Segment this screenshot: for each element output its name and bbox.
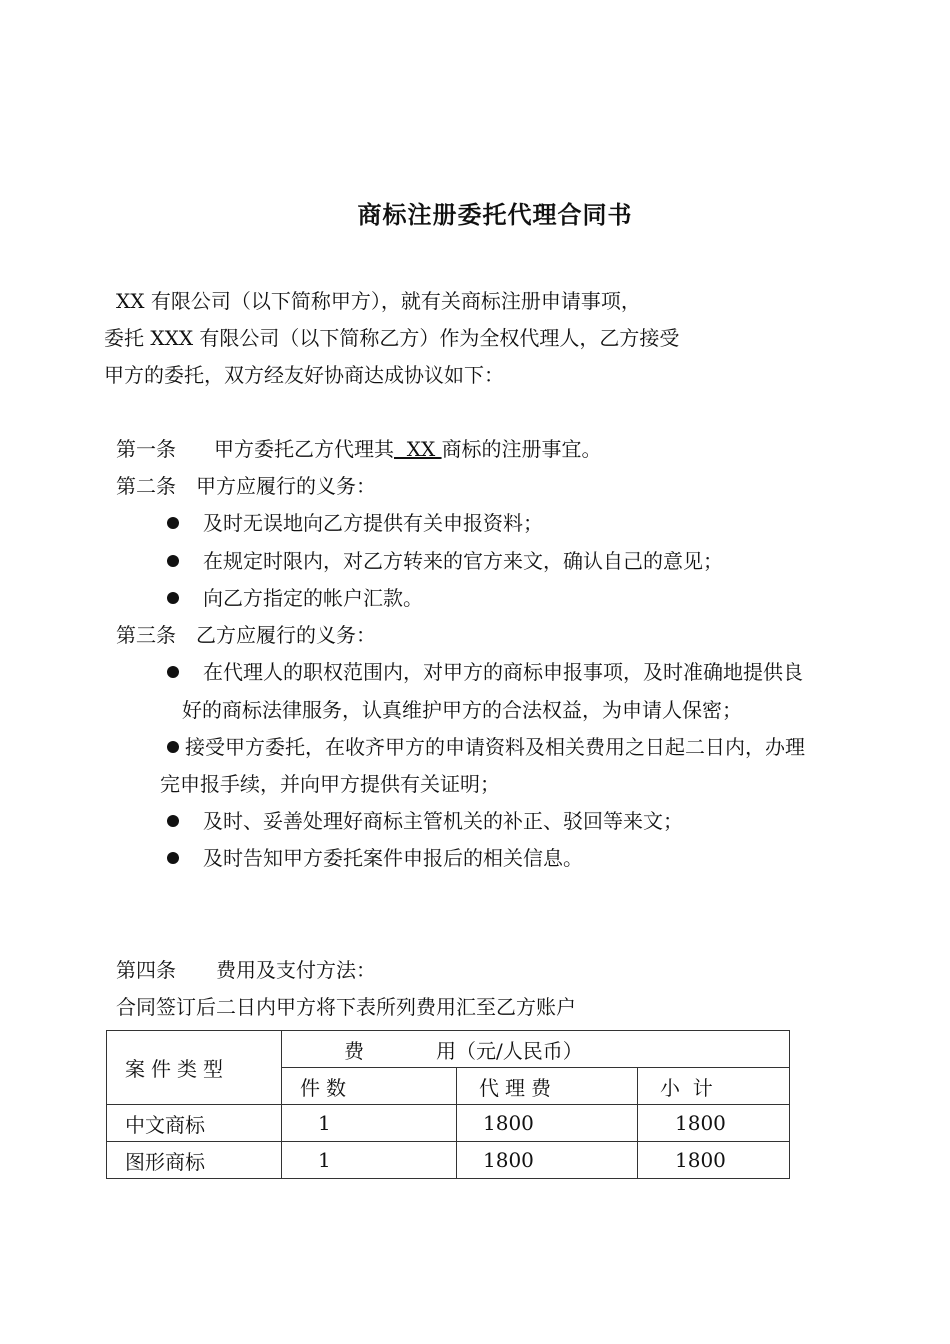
article-3-item-1: 在代理人的职权范围内，对甲方的商标申报事项，及时准确地提供良: [167, 659, 803, 685]
article-2-heading: [116, 473, 376, 499]
article-4-heading: [116, 957, 376, 983]
cell-count: 1: [282, 1142, 457, 1179]
cell-total: 1800: [638, 1142, 790, 1179]
col-header-agency-fee: 代理费: [457, 1068, 638, 1105]
bullet-icon: [167, 852, 179, 864]
article-3-title: 乙方应履行的义务：: [196, 623, 376, 647]
col-header-count: 件数: [282, 1068, 457, 1105]
table-row: [107, 1105, 790, 1142]
col-header-case-type: 案件类型: [107, 1031, 282, 1105]
bullet-icon: [167, 517, 179, 529]
document-title: 商标注册委托代理合同书: [357, 200, 633, 229]
article-3-item-2-cont: 完申报手续，并向甲方提供有关证明；: [160, 772, 500, 796]
article-2-item-3: 向乙方指定的帐户汇款。: [167, 585, 423, 611]
article-3-item-1-cont: 好的商标法律服务，认真维护甲方的合法权益，为申请人保密；: [182, 698, 742, 722]
table-row: [107, 1142, 790, 1179]
article-4-title: 费用及支付方法：: [216, 958, 376, 982]
article-1: [116, 436, 602, 462]
cell-fee: 1800: [457, 1142, 638, 1179]
col-header-subtotal: 小 计: [638, 1068, 790, 1105]
bullet-icon: [167, 815, 179, 827]
article-3-item-4: 及时告知甲方委托案件申报后的相关信息。: [167, 845, 583, 871]
article-1-trademark: XX: [394, 437, 442, 461]
article-3-item-3: 及时、妥善处理好商标主管机关的补正、驳回等来文；: [167, 808, 683, 834]
article-2-item-2: 在规定时限内，对乙方转来的官方来文，确认自己的意见；: [167, 548, 723, 574]
intro-line-3: 甲方的委托，双方经友好协商达成协议如下：: [104, 363, 504, 387]
bullet-icon: [167, 666, 179, 678]
article-1-text: 甲方委托乙方代理其: [214, 437, 394, 461]
intro-line-2: 委托 XXX 有限公司（以下简称乙方）作为全权代理人，乙方接受: [104, 326, 680, 350]
cell-total: 1800: [638, 1105, 790, 1142]
article-3-heading: [116, 622, 376, 648]
article-3-item-2: 接受甲方委托，在收齐甲方的申请资料及相关费用之日起二日内，办理: [167, 734, 805, 760]
cell-type: 图形商标: [107, 1142, 282, 1179]
article-2-label: 第二条: [116, 474, 176, 498]
bullet-icon: [167, 555, 179, 567]
intro-line-1: XX 有限公司（以下简称甲方），就有关商标注册申请事项，: [116, 289, 641, 313]
article-4-note: 合同签订后二日内甲方将下表所列费用汇至乙方账户: [116, 995, 576, 1019]
bullet-icon: [167, 592, 179, 604]
bullet-icon: [167, 741, 179, 753]
article-3-label: 第三条: [116, 623, 176, 647]
article-1-label: 第一条: [116, 437, 176, 461]
article-2-item-1: 及时无误地向乙方提供有关申报资料；: [167, 510, 543, 536]
article-4-label: 第四条: [116, 958, 176, 982]
cell-fee: 1800: [457, 1105, 638, 1142]
cell-type: 中文商标: [107, 1105, 282, 1142]
fee-table: [106, 1030, 790, 1179]
article-2-title: 甲方应履行的义务：: [196, 474, 376, 498]
cell-count: 1: [282, 1105, 457, 1142]
article-1-text-end: 商标的注册事宜。: [441, 437, 602, 461]
col-header-fee: 费 用（元/人民币）: [282, 1031, 790, 1068]
